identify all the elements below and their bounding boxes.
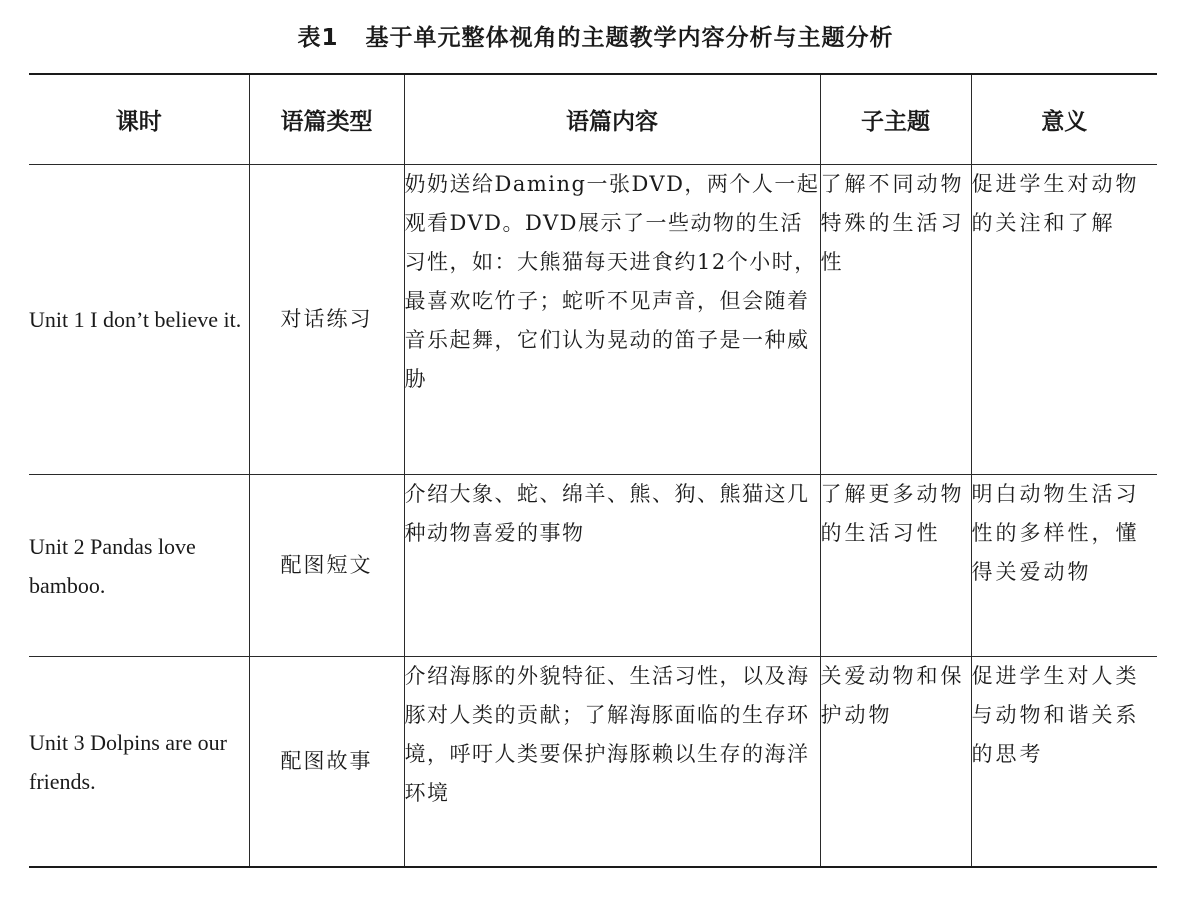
- meaning-cell: 明白动物生活习性的多样性，懂得关爱动物: [971, 475, 1157, 657]
- header-row: [29, 74, 1157, 165]
- text-content-cell: 介绍海豚的外貌特征、生活习性，以及海豚对人类的贡献；了解海豚面临的生存环境，呼吁人类要保护海豚赖以生存的海洋环境: [404, 657, 820, 868]
- meaning-cell: 促进学生对动物的关注和了解: [971, 165, 1157, 475]
- header-text-content: 语篇内容: [404, 74, 820, 165]
- lesson-cell: Unit 3 Dolpins are our friends.: [29, 657, 249, 868]
- lesson-cell: Unit 1 I don’t believe it.: [29, 165, 249, 475]
- header-text-type: 语篇类型: [249, 74, 404, 165]
- header-meaning: 意义: [971, 74, 1157, 165]
- table-row: [29, 475, 1157, 657]
- table-row: [29, 165, 1157, 475]
- lesson-cell: Unit 2 Pandas love bamboo.: [29, 475, 249, 657]
- text-type-cell: 配图短文: [249, 475, 404, 657]
- header-lesson: 课时: [29, 74, 249, 165]
- text-content-cell: 奶奶送给Daming一张DVD，两个人一起观看DVD。DVD展示了一些动物的生活习性，如：大熊猫每天进食约12个小时，最喜欢吃竹子；蛇听不见声音，但会随着音乐起舞，它们认为晃动的笛子是一种威胁: [404, 165, 820, 475]
- content-analysis-table: [29, 73, 1157, 868]
- subtopic-cell: 了解不同动物特殊的生活习性: [820, 165, 971, 475]
- meaning-cell: 促进学生对人类与动物和谐关系的思考: [971, 657, 1157, 868]
- text-type-cell: 对话练习: [249, 165, 404, 475]
- table-row: [29, 657, 1157, 868]
- subtopic-cell: 关爱动物和保护动物: [820, 657, 971, 868]
- text-type-cell: 配图故事: [249, 657, 404, 868]
- header-subtopic: 子主题: [820, 74, 971, 165]
- table-title: 表1 基于单元整体视角的主题教学内容分析与主题分析: [297, 25, 894, 51]
- text-content-cell: 介绍大象、蛇、绵羊、熊、狗、熊猫这几种动物喜爱的事物: [404, 475, 820, 657]
- subtopic-cell: 了解更多动物的生活习性: [820, 475, 971, 657]
